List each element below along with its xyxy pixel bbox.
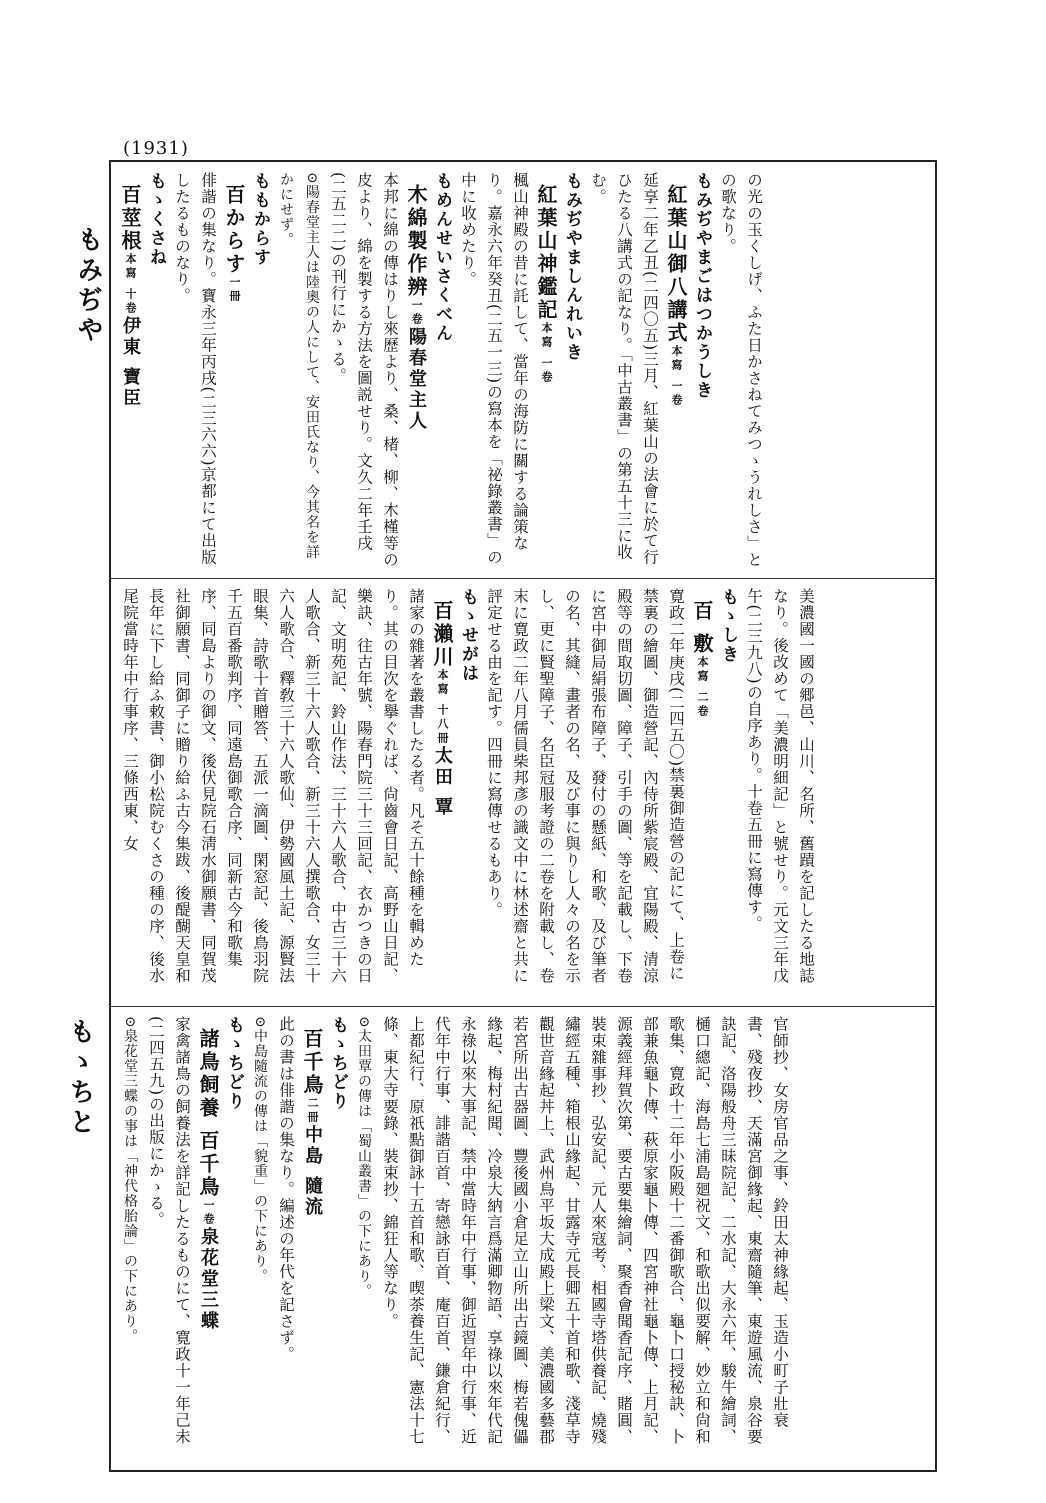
entry-text: 家禽諸鳥の飼養法を詳記したるものにて、寛政十一年己未(二四五九)の出版にかゝる。 xyxy=(147,1016,191,1445)
entry-reading: もめんせいさくべん xyxy=(432,172,452,343)
entry-note: ⊙陽春堂主人は陸奧の人にして、安田氏なり、今其名を詳かにせず。 xyxy=(278,172,320,560)
entry-reading: もゝくさね xyxy=(146,172,166,267)
entry-meta: 二冊 xyxy=(306,1097,319,1125)
entry-meta: 一卷 xyxy=(202,1198,215,1227)
entry-text: 本邦に綿の傳はりし來歷より、桑、楮、柳、木槿等の皮より、綿を製する方法を圖説せり。文久二年壬戌(二五二二)の刊行にかゝる。 xyxy=(329,172,399,568)
band-2-column xyxy=(111,578,825,1006)
entry-meta: 本寫 二卷 xyxy=(696,655,709,719)
entry-text: 美濃國一國の郷邑、山川、名所、舊蹟を記したる地誌なり。後改めて「美濃明細記」と號せり。元文三年戊午(二三九八)の自序あり。十卷五冊に寫傳す。 xyxy=(745,588,815,984)
entry-reading: もみぢやましんれいき xyxy=(562,172,582,362)
entry-text: の光の玉くしげ、ふた日かさねてみつゝうれしさ」との歌なり。 xyxy=(719,172,763,568)
entry-reading: もゝちどり xyxy=(224,1016,244,1111)
entry-reading: もゝちどり xyxy=(328,1016,348,1111)
entry-note: ⊙泉花堂三蝶の事は「神代格胎論」の下にあり。 xyxy=(122,1016,138,1344)
text-band-2 xyxy=(111,578,935,1007)
running-header-top: もみぢや xyxy=(73,226,103,346)
entry-reading: もゝしき xyxy=(718,588,738,664)
entry-title-text: 諸鳥飼養 百千鳥 xyxy=(196,1028,220,1199)
page-number: (1931) xyxy=(123,138,189,159)
entry-title xyxy=(403,184,429,568)
entry-text: 此の書は俳諧の集なり。編述の年代を記さず。 xyxy=(277,1016,295,1363)
entry-note: ⊙太田覃の傳は「蜀山叢書」の下にあり。 xyxy=(356,1016,372,1299)
entry-text: 官師抄、女房官品之事、鈴田太神緣起、玉造小町子壯衰書、殘夜抄、天滿宮御緣起、東齋隨筆、東遊風流、泉谷要訣記、洛陽般舟三昧院記、二水記、大永六年、駿牛繪詞、樋口總記、海島七浦島廻祝文、和歌出似要解、妙立和尙和歌集、寛政十二年小阪殿十二番御歌合、龜卜口授秘訣、卜部兼魚龜卜傳、萩原家龜卜傳、四宮神社龜卜傳、上月記、源義經拜賀次第、要古要集繪詞、聚香會聞香記序、賭圓、裝束雜事抄、弘安記、元人來寇考、相國寺塔供養記、燒殘繡經五種、箱根山緣起、甘露寺元長卿五十首和歌、淺草寺觀世音緣起丼上、武州鳥平坂大成殿上梁文、美濃國多藝郡若宮所出古器圖、豐後國小倉足立山所出古鏡圖、梅若傀儡緣起、梅村紀聞、冷泉大納言爲滿卿物語、享祿以來年代記永祿以來大事記、禁中當時年中行事、御近習年中行事、近代年中行事、誹諧百首、寄戀詠百首、庵百首、鎌倉紀行、上都紀行、原祇點御詠十五首和歌、喫茶養生記、憲法十七條、東大寺要錄、裝束抄、錦狂人等なり。 xyxy=(381,1016,789,1445)
entry-title xyxy=(533,184,559,568)
entry-author: 中島 隨流 xyxy=(302,1125,323,1219)
entry-title xyxy=(689,600,715,996)
entry-title xyxy=(429,600,455,996)
entry-author: 陽春堂主人 xyxy=(406,327,427,432)
entry-title-text: 百瀨川 xyxy=(430,600,454,669)
entry-title-text: 紅葉山神鑑記 xyxy=(534,184,558,322)
entry-note: ⊙中島隨流の傳は「貌重」の下にあり。 xyxy=(252,1016,268,1284)
entry-reading: ももからす xyxy=(250,172,270,267)
band-1-column xyxy=(111,162,773,578)
entry-meta: 本寫 一卷 xyxy=(670,345,683,408)
text-band-3 xyxy=(111,1006,935,1470)
band-3-column xyxy=(111,1006,799,1470)
entry-text: 俳諧の集なり。寶永三年丙戌(二三六六)京都にて出版したるものなり。 xyxy=(173,172,217,566)
entry-text: 楓山神殿の昔に託して、當年の海防に關する論策なり。嘉永六年癸丑(二五一三)の寫本を「祕錄叢書」の中に收めたり。 xyxy=(459,172,529,566)
entry-text: 諸家の雜著を叢書したる者。凡そ五十餘種を輯めたり。其の目次を擧ぐれば、尙齒會日記、高野山日記、樂訣、往古年號、陽春門院三十三回記、衣かつきの日記、文明苑記、鈴山作法、三十六人歌合、中古三十六人歌合、新三十六人歌合、新三十六人撰歌合、女三十六人歌合、釋敎三十六人歌仙、伊勢國風土記、源賢法眼集、詩歌十首贈答、五派一滴圖、閑窓記、後鳥羽院千五百番歌判序、同遠島御歌合序、同新古今和歌集序、同島よりの御文、後伏見院石淸水御願書、同賀茂社御願書、同御子に贈り給ふ古今集跋、後醍醐天皇和長年に下し給ふ敕書、御小松院むくさの種の序、後水尾院當時年中行事序、三條西東、女 xyxy=(121,588,425,984)
entry-meta: 本寫 十卷 xyxy=(124,253,137,316)
entry-title-text: 木綿製作辨 xyxy=(404,184,428,299)
entry-meta: 本寫 十八冊 xyxy=(436,669,449,746)
entry-title-text: 百莖根 xyxy=(118,184,142,253)
page-frame xyxy=(109,160,937,1472)
entry-text: 寛政二年庚戌(二四五〇)禁裏御造營の記にて、上卷に禁裏の繪圖、御造營記、內侍所紫宸殿、宜陽殿、清涼殿等の間取切圖、障子、引手の圖、等を記載し、下卷に宮中御局絹張布障子、發付の懸紙、和歌、及び筆者の名、其縫、畫者の名、及び事に與りし人々の名を示し、更に賢聖障子、名臣冠服考證の二卷を附載し、卷末に寛政二年八月儒員柴邦彥の識文中に林述齋と共に評定せる由を記す。四冊に寫傳せるもあり。 xyxy=(485,588,685,984)
entry-title xyxy=(299,1028,325,1460)
entry-author: 太田 覃 xyxy=(432,745,453,819)
entry-title xyxy=(221,184,247,568)
entry-title xyxy=(663,184,689,568)
entry-reading: もみぢやまごはつかうしき xyxy=(692,172,712,400)
entry-title xyxy=(117,184,143,568)
entry-meta: 本寫 一卷 xyxy=(540,322,553,385)
running-header-bottom: もゝちと xyxy=(65,1018,95,1138)
entry-title-text: 百からす xyxy=(222,184,246,276)
text-band-1 xyxy=(111,162,935,579)
entry-author: 泉花堂三蝶 xyxy=(198,1226,219,1332)
entry-reading: もゝせがは xyxy=(458,588,478,683)
entry-text: 延享二年乙丑(二四〇五)三月、紅葉山の法會に於て行ひたる八講式の記なり。「中古叢書」の第五十三に收む。 xyxy=(589,172,659,566)
entry-title-text: 百 敷 xyxy=(690,600,714,656)
entry-title-text: 紅葉山御八講式 xyxy=(664,184,688,345)
entry-meta: 一冊 xyxy=(228,276,241,304)
entry-title xyxy=(195,1028,221,1460)
entry-meta: 一卷 xyxy=(410,299,423,327)
entry-author: 伊東 寶臣 xyxy=(120,315,141,410)
entry-title-text: 百千鳥 xyxy=(300,1028,324,1097)
